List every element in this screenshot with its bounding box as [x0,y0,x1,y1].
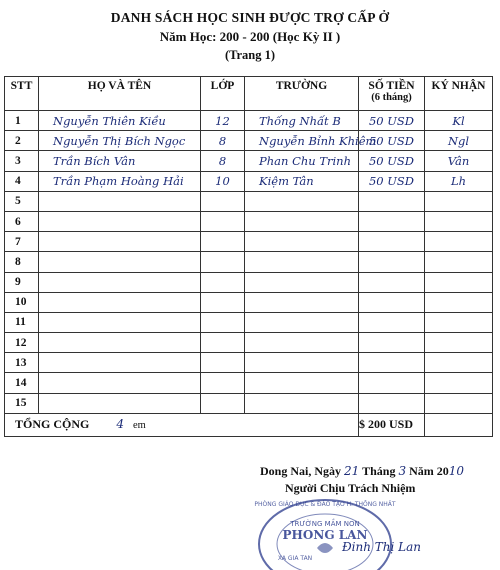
table-body [5,111,493,414]
row-amount [359,252,425,272]
col-header-school: TRƯỜNG [245,77,359,111]
row-school [245,393,359,413]
stamp-line-4: XÃ GIA TÂN [277,555,313,562]
row-grade [201,393,245,413]
date-year-label: Năm 20 [409,464,449,478]
row-school [245,333,359,353]
row-school: Kiệm Tân [245,171,359,191]
school-stamp [255,492,395,570]
row-amount: 50 USD [359,111,425,131]
table-header-row [5,77,493,111]
date-day: 21 [344,464,360,478]
row-name [39,373,201,393]
row-stt: 14 [5,373,39,393]
row-amount [359,393,425,413]
row-amount [359,312,425,332]
row-grade [201,272,245,292]
row-school [245,353,359,373]
responsible-person-label: Người Chịu Trách Nhiệm [285,481,416,495]
row-stt: 15 [5,393,39,413]
row-stt: 12 [5,333,39,353]
row-amount [359,333,425,353]
row-school [245,191,359,211]
table-row [5,191,493,211]
row-signature [425,232,493,252]
row-signature [425,211,493,231]
row-stt: 10 [5,292,39,312]
row-name [39,393,201,413]
row-stt: 2 [5,131,39,151]
row-stt: 11 [5,312,39,332]
row-signature: Vân [425,151,493,171]
row-signature [425,312,493,332]
table-row [5,211,493,231]
row-signature [425,393,493,413]
row-name: Nguyễn Thị Bích Ngọc [39,131,201,151]
date-month: 3 [398,464,407,478]
page-number: (Trang 1) [224,48,276,62]
row-amount: 50 USD [359,171,425,191]
col-header-amount [359,77,425,111]
row-stt: 5 [5,191,39,211]
row-grade [201,333,245,353]
row-grade: 8 [201,131,245,151]
row-signature [425,272,493,292]
col-header-grade: LỚP [201,77,245,111]
col-header-name: HỌ VÀ TÊN [39,77,201,111]
sign-date-line [260,464,464,479]
table-row [5,171,493,191]
row-stt: 6 [5,211,39,231]
total-label: TỔNG CỘNG [15,417,90,432]
table-row [5,333,493,353]
total-unit: em [132,420,146,432]
signer-signature: Đinh Thị Lan [342,540,422,554]
row-school [245,292,359,312]
row-signature [425,353,493,373]
row-name [39,191,201,211]
row-amount [359,272,425,292]
stamp-line-2: TRƯỜNG MẦM NON [290,520,360,528]
row-stt: 8 [5,252,39,272]
row-amount [359,191,425,211]
row-school [245,272,359,292]
col-header-amount-sub: (6 tháng) [371,92,412,103]
row-grade [201,232,245,252]
row-school [245,232,359,252]
row-grade [201,312,245,332]
row-amount [359,232,425,252]
row-name [39,353,201,373]
row-grade [201,191,245,211]
row-amount [359,373,425,393]
row-grade: 12 [201,111,245,131]
col-header-signature: KÝ NHẬN [425,77,493,111]
date-prefix: Dong Nai, Ngày [260,464,342,478]
row-amount [359,292,425,312]
total-count: 4 [116,417,124,432]
school-year-line: Năm Học: 200 - 200 (Học Kỳ II ) [159,29,341,44]
row-school [245,312,359,332]
date-year: 10 [448,464,465,478]
row-school: Thống Nhất B [245,111,359,131]
table-row [5,353,493,373]
row-grade [201,292,245,312]
table-row [5,252,493,272]
total-amount: $ 200 USD [359,413,425,436]
row-name [39,252,201,272]
row-grade [201,211,245,231]
row-school: Nguyễn Bỉnh Khiêm [245,131,359,151]
date-month-label: Tháng [362,464,396,478]
table-row [5,373,493,393]
row-amount [359,211,425,231]
row-name [39,272,201,292]
row-school: Phan Chu Trinh [245,151,359,171]
row-stt: 1 [5,111,39,131]
row-name [39,312,201,332]
row-name: Trần Bích Vân [39,151,201,171]
stamp-line-1: PHÒNG GIÁO DỤC & ĐÀO TẠO H. THỐNG NHẤT [254,501,396,508]
row-grade [201,353,245,373]
table-row [5,393,493,413]
row-name: Nguyễn Thiên Kiều [39,111,201,131]
col-header-stt: STT [5,77,39,111]
row-stt: 13 [5,353,39,373]
table-row [5,131,493,151]
row-name [39,211,201,231]
table-row [5,151,493,171]
row-name [39,232,201,252]
row-grade [201,373,245,393]
document-title: DANH SÁCH HỌC SINH ĐƯỢC TRỢ CẤP Ở [110,10,390,25]
row-school [245,373,359,393]
total-cell [5,413,359,436]
row-signature [425,252,493,272]
stamp-emblem-icon [317,543,333,553]
row-signature [425,191,493,211]
row-grade: 8 [201,151,245,171]
total-signature-cell [425,413,493,436]
row-signature: Kl [425,111,493,131]
total-row [5,413,493,436]
row-signature [425,373,493,393]
row-signature [425,292,493,312]
row-amount [359,353,425,373]
col-header-amount-label: SỐ TIỀN [368,80,415,92]
table-row [5,111,493,131]
row-stt: 9 [5,272,39,292]
row-grade: 10 [201,171,245,191]
row-stt: 3 [5,151,39,171]
row-school [245,211,359,231]
row-stt: 4 [5,171,39,191]
row-school [245,252,359,272]
row-signature [425,333,493,353]
row-signature: Ngl [425,131,493,151]
student-list-table [4,76,493,437]
row-grade [201,252,245,272]
row-name [39,292,201,312]
row-amount: 50 USD [359,151,425,171]
row-name: Trần Phạm Hoàng Hải [39,171,201,191]
row-signature: Lh [425,171,493,191]
row-stt: 7 [5,232,39,252]
table-row [5,292,493,312]
table-row [5,232,493,252]
table-row [5,312,493,332]
row-name [39,333,201,353]
table-row [5,272,493,292]
stamp-line-3: PHONG LAN [282,528,368,542]
row-amount: 50 USD [359,131,425,151]
